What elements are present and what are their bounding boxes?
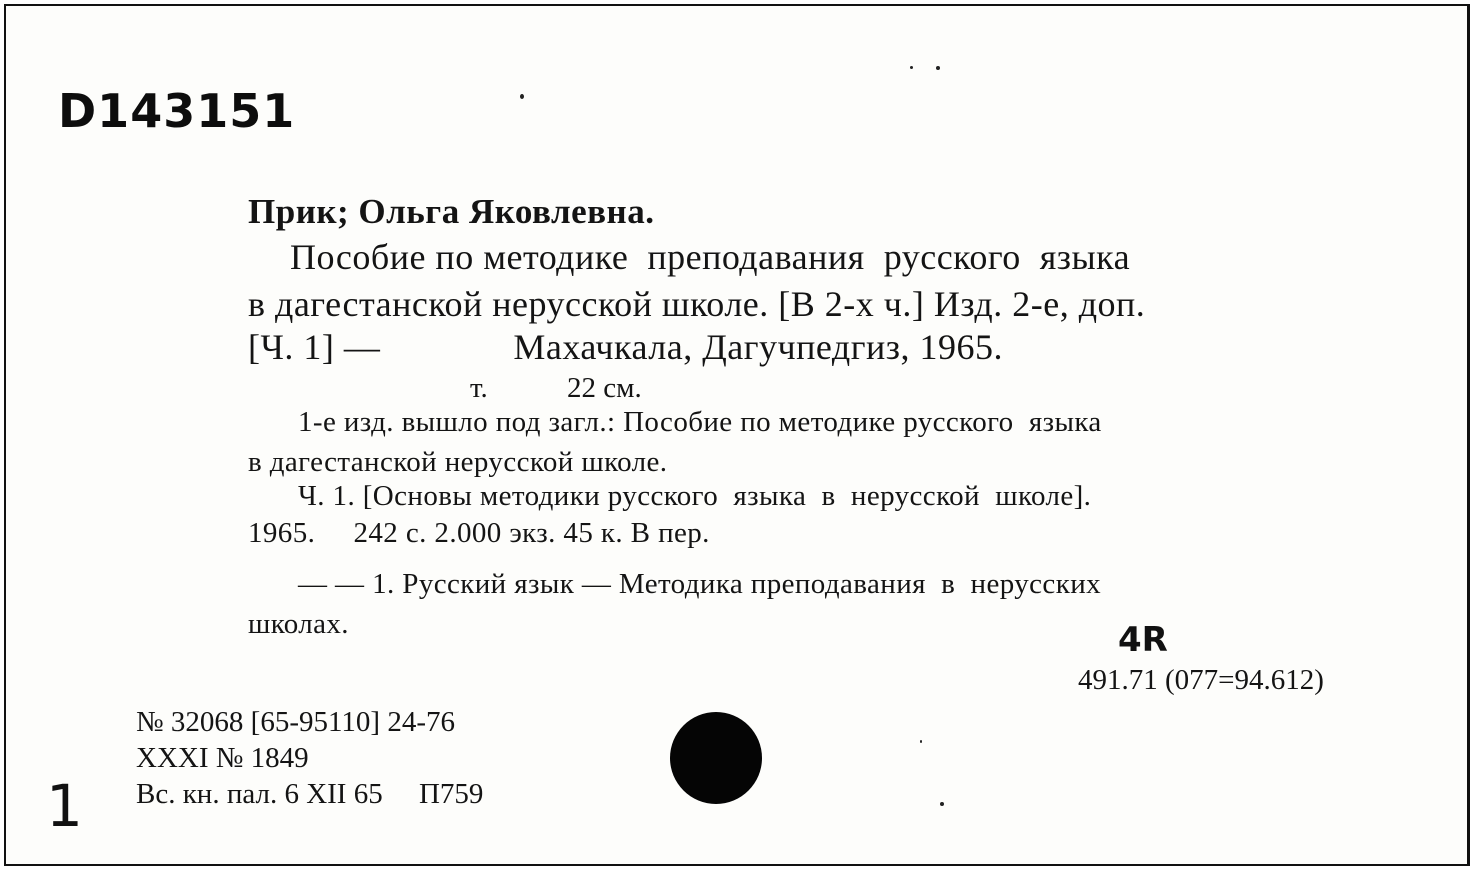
specks [520,94,524,99]
part-line-1: Ч. 1. [Основы методики русского языка в нерусской школе]. [298,480,1092,512]
specks [936,66,940,70]
subject-line-1: — — 1. Русский язык — Методика преподавания в нерусских [298,568,1102,600]
title-line-2: в дагестанской нерусской школе. [В 2-х ч.] Изд. 2-е, доп. [248,284,1146,324]
title-line-1: Пособие по методике преподавания русского языка [290,237,1131,277]
note-line-1: 1-е изд. вышло под загл.: Пособие по методике русского языка [298,406,1102,438]
specks [920,740,922,743]
format-size: 22 см. [567,372,642,404]
format-volumes: т. [470,372,488,404]
subject-line-2: школах. [248,608,349,640]
specks [940,802,944,806]
catalog-line-1: № 32068 [65-95110] 24-76 [136,706,455,738]
punch-hole [670,712,762,804]
specks [910,66,913,69]
title-line-3: [Ч. 1] — Махачкала, Дагучпедгиз, 1965. [248,327,1003,367]
catalog-card [4,4,1470,866]
handwritten-code: 4R [1118,620,1168,660]
handwritten-corner-number: 1 [46,772,83,840]
author-heading: Прик; Ольга Яковлевна. [248,192,655,231]
catalog-line-2: XXXI № 1849 [136,742,309,774]
catalog-line-3: Вс. кн. пал. 6 XII 65 П759 [136,778,484,810]
stamp-number: D143151 [58,84,296,138]
note-line-2: в дагестанской нерусской школе. [248,446,668,478]
part-line-2: 1965. 242 с. 2.000 экз. 45 к. В пер. [248,517,710,549]
classification-index: 491.71 (077=94.612) [1078,664,1324,696]
